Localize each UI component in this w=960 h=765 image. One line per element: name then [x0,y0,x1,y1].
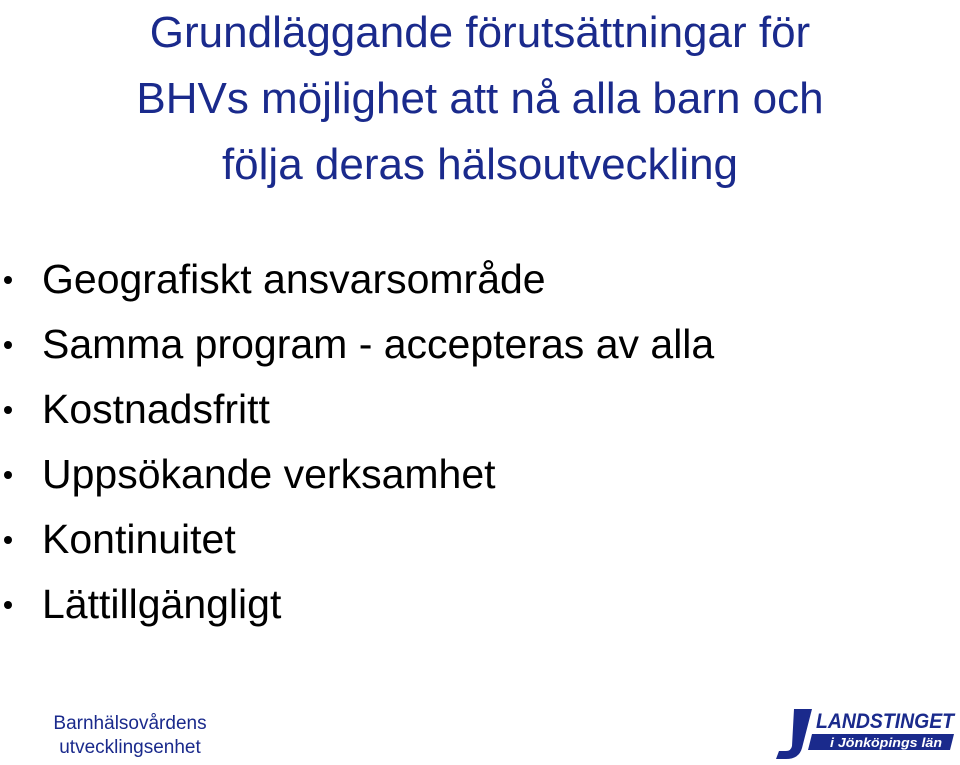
logo-tagline-text: i Jönköpings län [830,735,943,750]
bullet-icon [4,341,12,349]
footer-org-line: utvecklingsenhet [59,737,201,758]
bullet-text: Samma program - accepteras av alla [42,321,715,367]
bullet-item [0,442,714,507]
bullet-text: Uppsökande verksamhet [42,451,496,497]
bullet-icon [4,276,12,284]
bullet-text: Lättillgängligt [42,581,282,627]
footer-organization [30,712,230,760]
logo-name-text: LANDSTINGET [816,710,957,733]
bullet-icon [4,406,12,414]
bullet-item [0,572,714,637]
logo-j-mark [776,709,812,759]
landstinget-logo-icon [772,706,958,762]
bullet-item [0,247,714,312]
footer-org-line: Barnhälsovårdens [53,713,207,734]
bullet-item [0,377,714,442]
bullet-icon [4,601,12,609]
title-line: Grundläggande förutsättningar för [149,8,811,57]
title-line: följa deras hälsoutveckling [221,140,739,189]
bullet-item [0,312,714,377]
bullet-item [0,507,714,572]
bullet-icon [4,471,12,479]
bullet-text: Kontinuitet [42,516,236,562]
slide-title [0,0,960,198]
bullet-list [0,247,714,637]
bullet-icon [4,536,12,544]
bullet-text: Geografiskt ansvarsområde [42,256,546,302]
title-line: BHVs möjlighet att nå alla barn och [136,74,824,123]
bullet-text: Kostnadsfritt [42,386,270,432]
